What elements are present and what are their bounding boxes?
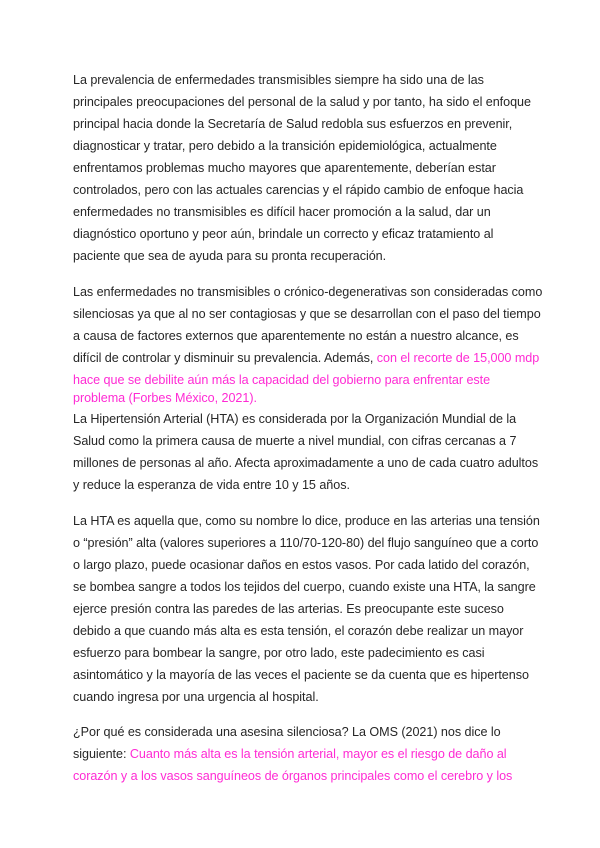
text-line bbox=[73, 159, 496, 177]
text-span: debido a que cuando más alta es esta tensión, el corazón debe realizar un mayor bbox=[73, 624, 524, 638]
text-span: asintomático y la mayoría de las veces el paciente se da cuenta que es hipertenso bbox=[73, 668, 529, 682]
text-span: enfrentamos problemas mucho mayores que aparentemente, deberían estar bbox=[73, 161, 496, 175]
highlighted-citation: problema (Forbes México, 2021). bbox=[73, 391, 257, 405]
text-line bbox=[73, 666, 529, 684]
text-line bbox=[73, 556, 530, 574]
text-span: principal hacia donde la Secretaría de Salud redobla sus esfuerzos en prevenir, bbox=[73, 117, 513, 131]
text-line bbox=[73, 247, 386, 265]
highlighted-citation: hace que se debilite aún más la capacidad del gobierno para enfrentar este bbox=[73, 373, 491, 387]
text-span: a causa de factores externos que aparentemente no están a nuestro alcance, es bbox=[73, 329, 519, 343]
text-span: La HTA es aquella que, como su nombre lo dice, produce en las arterias una tensión bbox=[73, 514, 540, 528]
text-span: ejerce presión contra las paredes de las arterias. Es preocupante este suceso bbox=[73, 602, 504, 616]
text-span: y reduce la esperanza de vida entre 10 y 15 años. bbox=[73, 478, 350, 492]
text-line bbox=[73, 454, 538, 472]
text-span: diagnóstico oportuno y peor aún, brindale un correcto y eficaz tratamiento al bbox=[73, 227, 494, 241]
text-line bbox=[73, 225, 493, 243]
text-span: diagnosticar y tratar, pero debido a la transición epidemiológica, actualmente bbox=[73, 139, 497, 153]
text-line bbox=[73, 137, 497, 155]
text-span: se bombea sangre a todos los tejidos del cuerpo, cuando existe una HTA, la sangre bbox=[73, 580, 536, 594]
text-line bbox=[73, 578, 536, 596]
text-line bbox=[73, 283, 542, 301]
text-line bbox=[73, 534, 538, 552]
text-span: paciente que sea de ayuda para su pronta recuperación. bbox=[73, 249, 387, 263]
text-line bbox=[73, 115, 512, 133]
text-span: difícil de controlar y disminuir su prevalencia. Además, bbox=[73, 351, 377, 365]
text-line bbox=[73, 389, 257, 407]
text-line bbox=[73, 181, 523, 199]
text-span: La prevalencia de enfermedades transmisibles siempre ha sido una de las bbox=[73, 73, 484, 87]
text-span: Salud como la primera causa de muerte a nivel mundial, con cifras cercanas a 7 bbox=[73, 434, 517, 448]
text-span: o largo plazo, puede ocasionar daños en estos vasos. Por cada latido del corazón, bbox=[73, 558, 530, 572]
text-span: cuando ingresa por una urgencia al hospital. bbox=[73, 690, 319, 704]
text-line bbox=[73, 767, 512, 785]
text-span: principales preocupaciones del personal de la salud y por tanto, ha sido el enfoque bbox=[73, 95, 531, 109]
text-span: millones de personas al año. Afecta aproximadamente a uno de cada cuatro adultos bbox=[73, 456, 539, 470]
text-line bbox=[73, 745, 507, 763]
highlighted-citation: con el recorte de 15,000 mdp bbox=[376, 351, 540, 365]
text-span: o “presión” alta (valores superiores a 110/70-120-80) del flujo sanguíneo que a corto bbox=[73, 536, 539, 550]
text-line bbox=[73, 327, 519, 345]
text-line bbox=[73, 203, 491, 221]
text-line bbox=[73, 432, 516, 450]
text-span: La Hipertensión Arterial (HTA) es considerada por la Organización Mundial de la bbox=[73, 412, 517, 426]
text-line bbox=[73, 723, 501, 741]
text-span: ¿Por qué es considerada una asesina silenciosa? La OMS (2021) nos dice lo bbox=[73, 725, 501, 739]
text-line bbox=[73, 688, 319, 706]
text-line bbox=[73, 71, 484, 89]
text-line bbox=[73, 644, 484, 662]
highlighted-quote: corazón y a los vasos sanguíneos de órganos principales como el cerebro y los bbox=[73, 769, 513, 783]
text-line bbox=[73, 410, 516, 428]
text-span: enfermedades no transmisibles es difícil hacer promoción a la salud, dar un bbox=[73, 205, 491, 219]
text-line bbox=[73, 622, 523, 640]
text-line bbox=[73, 476, 350, 494]
text-span: controlados, pero con las actuales carencias y el rápido cambio de enfoque hacia bbox=[73, 183, 524, 197]
text-span: silenciosas ya que al no ser contagiosas y que se desarrollan con el paso del tiempo bbox=[73, 307, 541, 321]
text-line bbox=[73, 93, 531, 111]
text-line bbox=[73, 512, 540, 530]
text-span: siguiente: bbox=[73, 747, 130, 761]
text-line bbox=[73, 349, 539, 367]
text-span: Las enfermedades no transmisibles o crónico-degenerativas son consideradas como bbox=[73, 285, 543, 299]
highlighted-quote: Cuanto más alta es la tensión arterial, mayor es el riesgo de daño al bbox=[129, 747, 507, 761]
text-line bbox=[73, 305, 541, 323]
text-line bbox=[73, 371, 490, 389]
text-span: esfuerzo para bombear la sangre, por otro lado, este padecimiento es casi bbox=[73, 646, 485, 660]
text-line bbox=[73, 600, 504, 618]
